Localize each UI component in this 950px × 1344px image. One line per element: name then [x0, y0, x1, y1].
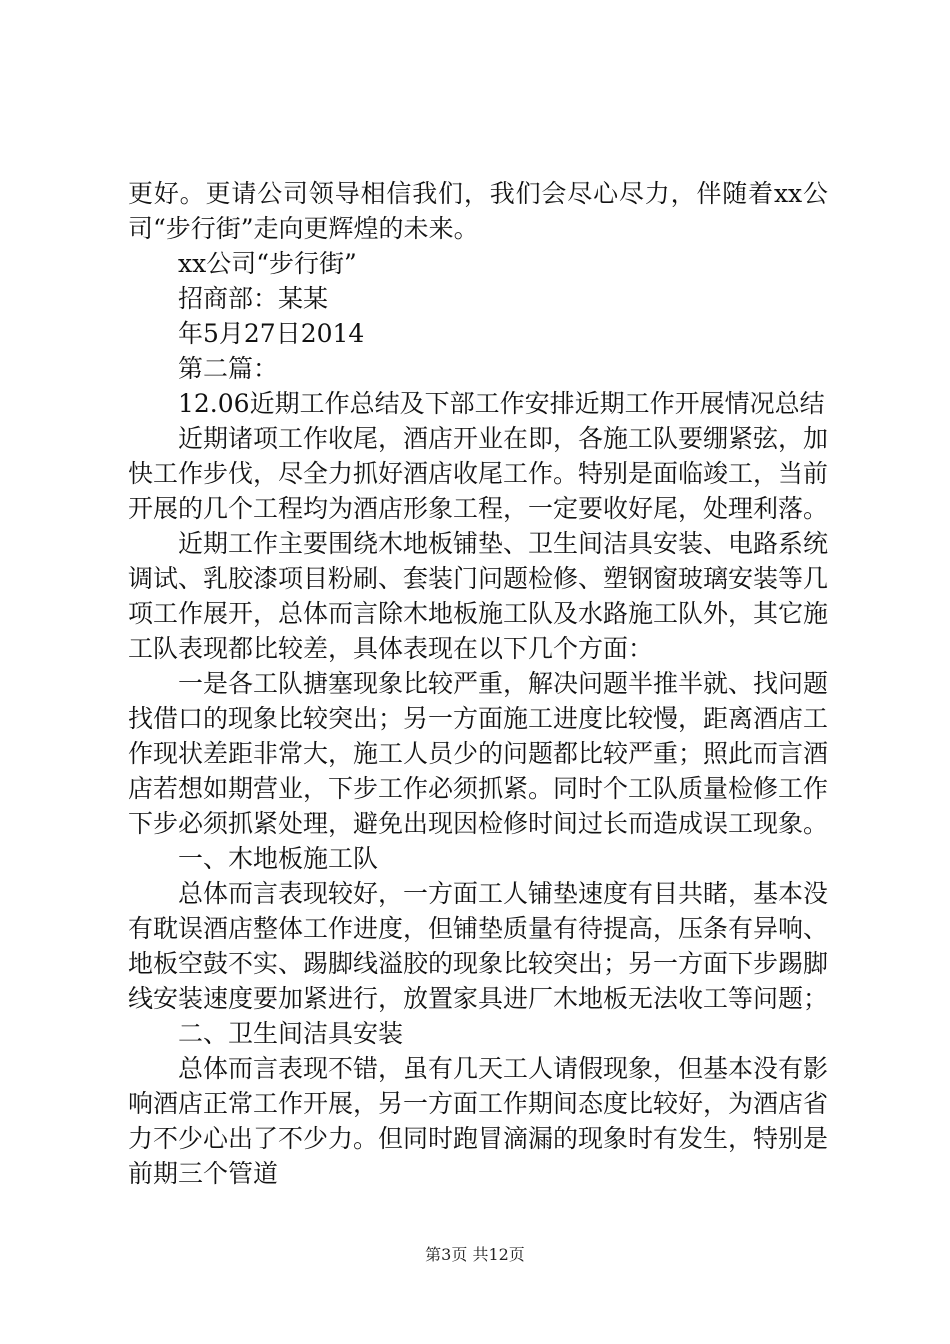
paragraph: 总体而言表现较好，一方面工人铺垫速度有目共睹，基本没有耽误酒店整体工作进度，但铺垫质量有待提高，压条有异响、地板空鼓不实、踢脚线溢胶的现象比较突出；另一方面下步踢脚线安装速度要加紧进行，放置家具进厂木地板无法收工等问题；	[128, 879, 829, 1013]
signature-date: 年5月27日2014	[178, 319, 365, 348]
paragraph: 近期诸项工作收尾，酒店开业在即，各施工队要绷紧弦，加快工作步伐，尽全力抓好酒店收尾工作。特别是面临竣工，当前开展的几个工程均为酒店形象工程，一定要收好尾，处理利落。	[128, 424, 829, 523]
signature-department: 招商部：某某	[178, 284, 329, 313]
section-heading: 第二篇：	[178, 354, 279, 383]
paragraph: 总体而言表现不错，虽有几天工人请假现象，但基本没有影响酒店正常工作开展，另一方面工作期间态度比较好，为酒店省力不少心出了不少力。但同时跑冒滴漏的现象时有发生，特别是前期三个管道	[128, 1054, 829, 1188]
page-number-footer: 第3页 共12页	[425, 1245, 525, 1264]
subsection-heading: 一、木地板施工队	[178, 844, 379, 873]
paragraph: 一是各工队搪塞现象比较严重，解决问题半推半就、找问题找借口的现象比较突出；另一方面施工进度比较慢，距离酒店工作现状差距非常大，施工人员少的问题都比较严重；照此而言酒店若想如期营业，下步工作必须抓紧。同时个工队质量检修工作下步必须抓紧处理，避免出现因检修时间过长而造成误工现象。	[128, 669, 829, 838]
subsection-heading: 二、卫生间洁具安装	[178, 1019, 404, 1048]
article-title: 12.06近期工作总结及下部工作安排近期工作开展情况总结	[178, 389, 825, 418]
paragraph: 更好。更请公司领导相信我们，我们会尽心尽力，伴随着xx公司“步行街”走向更辉煌的未来。	[128, 179, 828, 243]
document-body	[128, 176, 828, 1191]
signature-company: xx公司“步行街”	[178, 249, 357, 278]
paragraph: 近期工作主要围绕木地板铺垫、卫生间洁具安装、电路系统调试、乳胶漆项目粉刷、套装门问题检修、塑钢窗玻璃安装等几项工作展开，总体而言除木地板施工队及水路施工队外，其它施工队表现都比较差，具体表现在以下几个方面：	[128, 529, 829, 663]
